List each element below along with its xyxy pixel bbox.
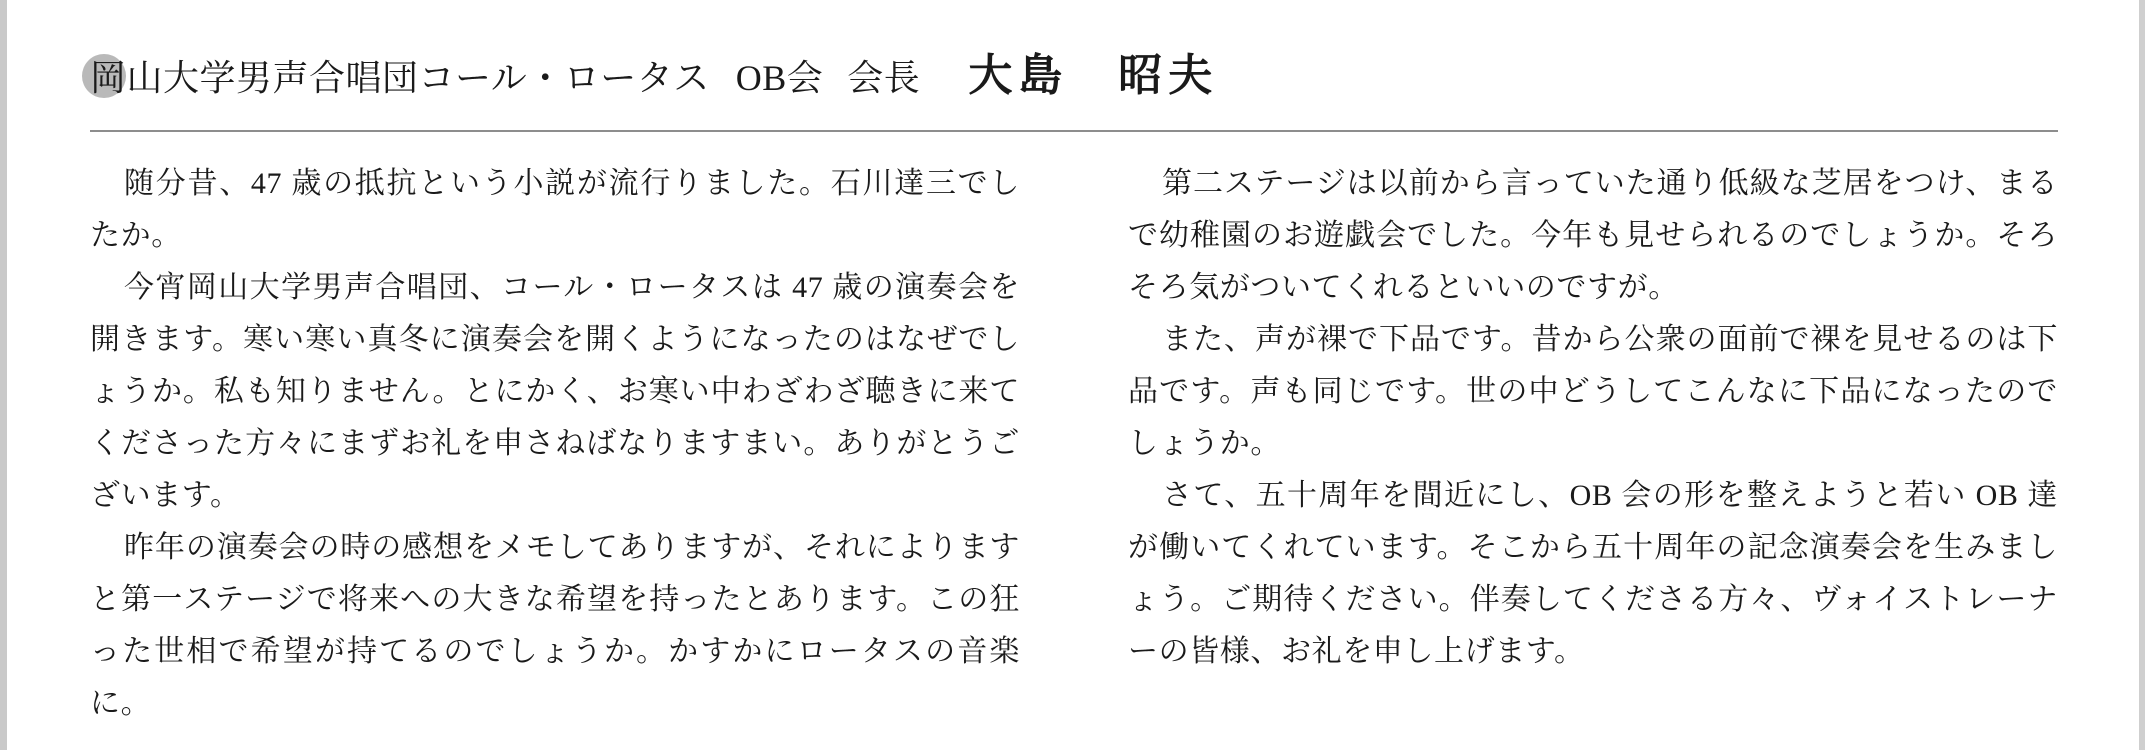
scan-edge-right: [2139, 0, 2145, 750]
header-byline: [90, 52, 2070, 102]
author-name: 大島 昭夫: [968, 51, 1219, 100]
paragraph: 今宵岡山大学男声合唱団、コール・ロータスは 47 歳の演奏会を開きます。寒い寒い真冬に演奏会を開くようになったのはなぜでしょうか。私も知りません。とにかく、お寒い中わざわざ聴きに来てくださった方々にまずお礼を申さねばなりますまい。ありがとうございます。: [90, 271, 1020, 512]
column-left: [90, 158, 1020, 730]
scan-edge-left: [0, 0, 7, 750]
horizontal-rule: [90, 130, 2058, 132]
body-columns: [90, 158, 2058, 730]
paragraph: 第二ステージは以前から言っていた通り低級な芝居をつけ、まるで幼稚園のお遊戯会でした。今年も見せられるのでしょうか。そろそろ気がついてくれるといいのですが。: [1128, 167, 2058, 304]
document-content: [90, 52, 2070, 730]
paragraph: また、声が裸で下品です。昔から公衆の面前で裸を見せるのは下品です。声も同じです。世の中どうしてこんなに下品になったのでしょうか。: [1128, 323, 2058, 460]
role-title: 会長: [847, 58, 921, 98]
paragraph: 随分昔、47 歳の抵抗という小説が流行りました。石川達三でしたか。: [90, 167, 1020, 252]
document-header: [90, 52, 2070, 122]
column-right: [1128, 158, 2058, 730]
paragraph: 昨年の演奏会の時の感想をメモしてありますが、それによりますと第一ステージで将来への大きな希望を持ったとあります。この狂った世相で希望が持てるのでしょうか。かすかにロータスの音楽に。: [90, 531, 1020, 720]
organization-name: 岡山大学男声合唱団コール・ロータス: [90, 58, 710, 98]
paragraph: さて、五十周年を間近にし、OB 会の形を整えようと若い OB 達が働いてくれています。そこから五十周年の記念演奏会を生みましょう。ご期待ください。伴奏してくださる方々、ヴォイストレーナーの皆様、お礼を申し上げます。: [1128, 479, 2058, 668]
group-name: OB会: [735, 58, 824, 98]
